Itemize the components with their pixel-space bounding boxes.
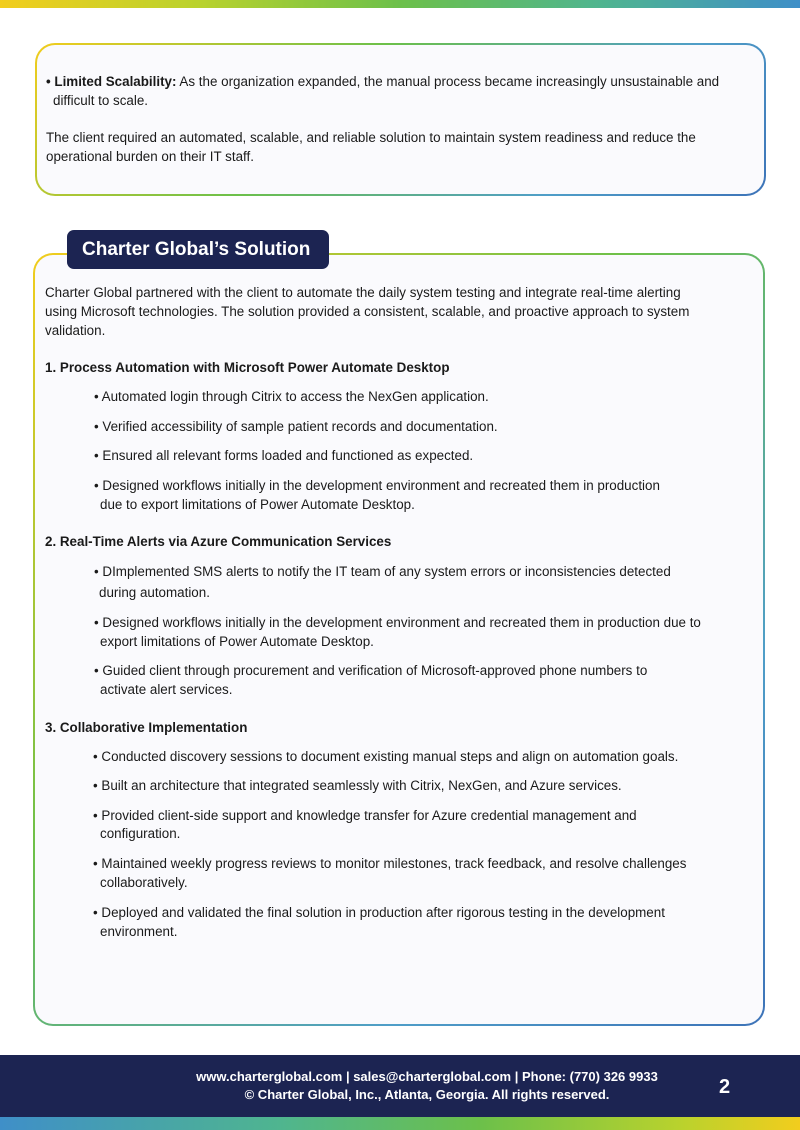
list-item-continued: activate alert services. [100,682,233,697]
list-item: • Designed workflows initially in the development environment and recreated them in production due to [94,615,701,630]
list-item: • Verified accessibility of sample patient records and documentation. [94,419,498,434]
list-item-continued: configuration. [100,826,181,841]
solution-intro-line-3: validation. [45,323,106,338]
list-item: • Provided client-side support and knowledge transfer for Azure credential management and [93,808,637,823]
top-gradient-stripe [0,0,800,8]
solution-intro-line-2: using Microsoft technologies. The solution provided a consistent, scalable, and proactive approach to system [45,304,690,319]
list-item: • Conducted discovery sessions to document existing manual steps and align on automation goals. [93,749,679,764]
list-item-continued: export limitations of Power Automate Desktop. [100,634,374,649]
list-item: • Deployed and validated the final solution in production after rigorous testing in the development [93,905,665,920]
list-item: • Maintained weekly progress reviews to monitor milestones, track feedback, and resolve challenges [93,856,687,871]
subheading-collaborative-implementation: 3. Collaborative Implementation [45,720,248,735]
bullet-text-continued: difficult to scale. [53,93,149,108]
footer-copyright: © Charter Global, Inc., Atlanta, Georgia. All rights reserved. [244,1087,610,1102]
bottom-gradient-stripe [0,1117,800,1130]
bullet-label: • Limited Scalability: [46,74,177,89]
subheading-process-automation: 1. Process Automation with Microsoft Power Automate Desktop [45,360,450,375]
bullet-text: As the organization expanded, the manual process became increasingly unsustainable and [176,74,720,89]
list-item: • Guided client through procurement and verification of Microsoft-approved phone numbers to [94,663,648,678]
list-item: • Automated login through Citrix to access the NexGen application. [94,389,489,404]
section-heading: Charter Global’s Solution [67,230,329,269]
intro-paragraph-line-1: The client required an automated, scalable, and reliable solution to maintain system readiness and reduce the [46,130,696,145]
subheading-real-time-alerts: 2. Real-Time Alerts via Azure Communication Services [45,534,392,549]
list-item-continued: due to export limitations of Power Automate Desktop. [100,497,415,512]
intro-box [35,43,766,196]
limited-scalability-bullet [46,72,719,91]
solution-intro-line-1: Charter Global partnered with the client to automate the daily system testing and integrate real-time alerting [45,285,681,300]
footer-contact-line: www.charterglobal.com | sales@charterglobal.com | Phone: (770) 326 9933 [196,1069,658,1084]
list-item: • DImplemented SMS alerts to notify the IT team of any system errors or inconsistencies detected [94,564,671,579]
list-item: • Designed workflows initially in the development environment and recreated them in production [94,478,660,493]
list-item-continued: during automation. [99,585,210,600]
list-item: • Built an architecture that integrated seamlessly with Citrix, NexGen, and Azure services. [93,778,622,793]
list-item-continued: collaboratively. [100,875,188,890]
list-item-continued: environment. [100,924,178,939]
intro-paragraph-line-2: operational burden on their IT staff. [46,149,254,164]
page-number: 2 [718,1076,731,1098]
list-item: • Ensured all relevant forms loaded and functioned as expected. [94,448,474,463]
